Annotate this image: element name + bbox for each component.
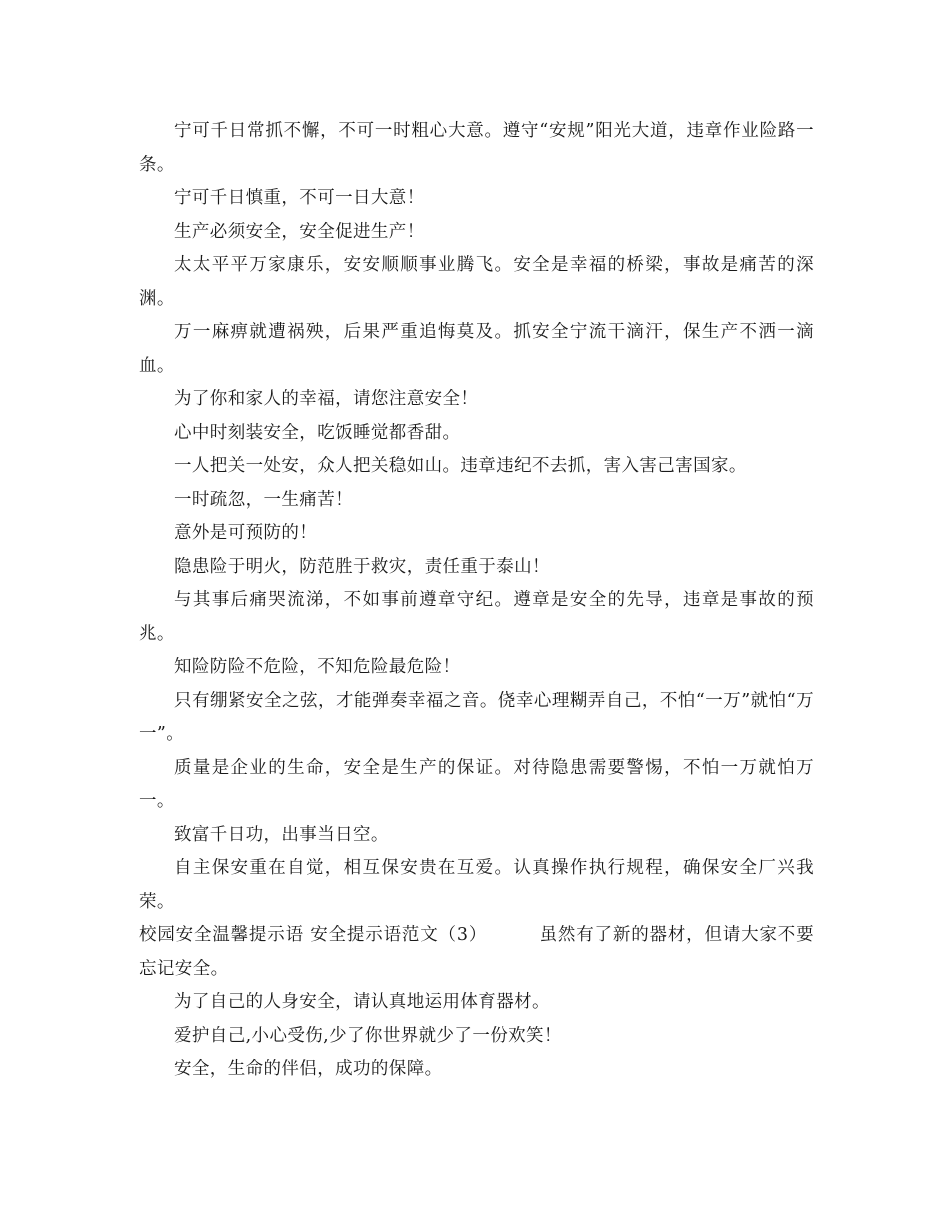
- paragraph: 质量是企业的生命，安全是生产的保证。对待隐患需要警惕，不怕一万就怕万一。: [139, 757, 814, 811]
- paragraph: 致富千日功，出事当日空。: [174, 824, 389, 845]
- paragraph: 一时疏忽，一生痛苦！: [174, 489, 353, 510]
- paragraph: 安全，生命的伴侣，成功的保障。: [174, 1059, 443, 1079]
- paragraph: 自主保安重在自觉，相互保安贵在互爱。认真操作执行规程，确保安全厂兴我荣。: [139, 858, 814, 912]
- paragraph: 宁可千日慎重，不可一日大意！: [174, 188, 425, 208]
- paragraph: 太太平平万家康乐，安安顺顺事业腾飞。安全是幸福的桥梁，事故是痛苦的深渊。: [139, 255, 814, 309]
- paragraph: 隐患险于明火，防范胜于救灾，责任重于泰山！: [174, 556, 550, 577]
- section-paragraph: [139, 919, 814, 986]
- paragraph: 生产必须安全，安全促进生产！: [174, 221, 425, 242]
- paragraph: 为了你和家人的幸福，请您注意安全！: [174, 389, 479, 409]
- paragraph: 一人把关一处安，众人把关稳如山。违章违纪不去抓，害入害己害国家。: [174, 456, 747, 476]
- section-first-text: 虽然有了新的器材，但请大家不要忘记安全。: [139, 925, 814, 979]
- paragraph: 万一麻痹就遭祸殃，后果严重追悔莫及。抓安全宁流干滴汗，保生产不洒一滴血。: [139, 322, 814, 376]
- paragraph: 与其事后痛哭流涕，不如事前遵章守纪。遵章是安全的先导，违章是事故的预兆。: [139, 590, 814, 644]
- paragraph: 为了自己的人身安全，请认真地运用体育器材。: [174, 992, 550, 1012]
- paragraph: 宁可千日常抓不懈，不可一时粗心大意。遵守“安规”阳光大道，违章作业险路一条。: [139, 121, 814, 175]
- paragraph: 知险防险不危险，不知危险最危险！: [174, 657, 461, 677]
- document-body: [139, 115, 814, 1087]
- paragraph: 只有绷紧安全之弦，才能弹奏幸福之音。侥幸心理糊弄自己，不怕“一万”就怕“万一”。: [139, 690, 814, 744]
- paragraph: 爱护自己,小心受伤,少了你世界就少了一份欢笑！: [174, 1025, 562, 1046]
- paragraph: 心中时刻装安全，吃饭睡觉都香甜。: [174, 422, 461, 443]
- paragraph: 意外是可预防的！: [174, 523, 318, 543]
- section-heading: 校园安全温馨提示语 安全提示语范文（3）: [139, 925, 488, 945]
